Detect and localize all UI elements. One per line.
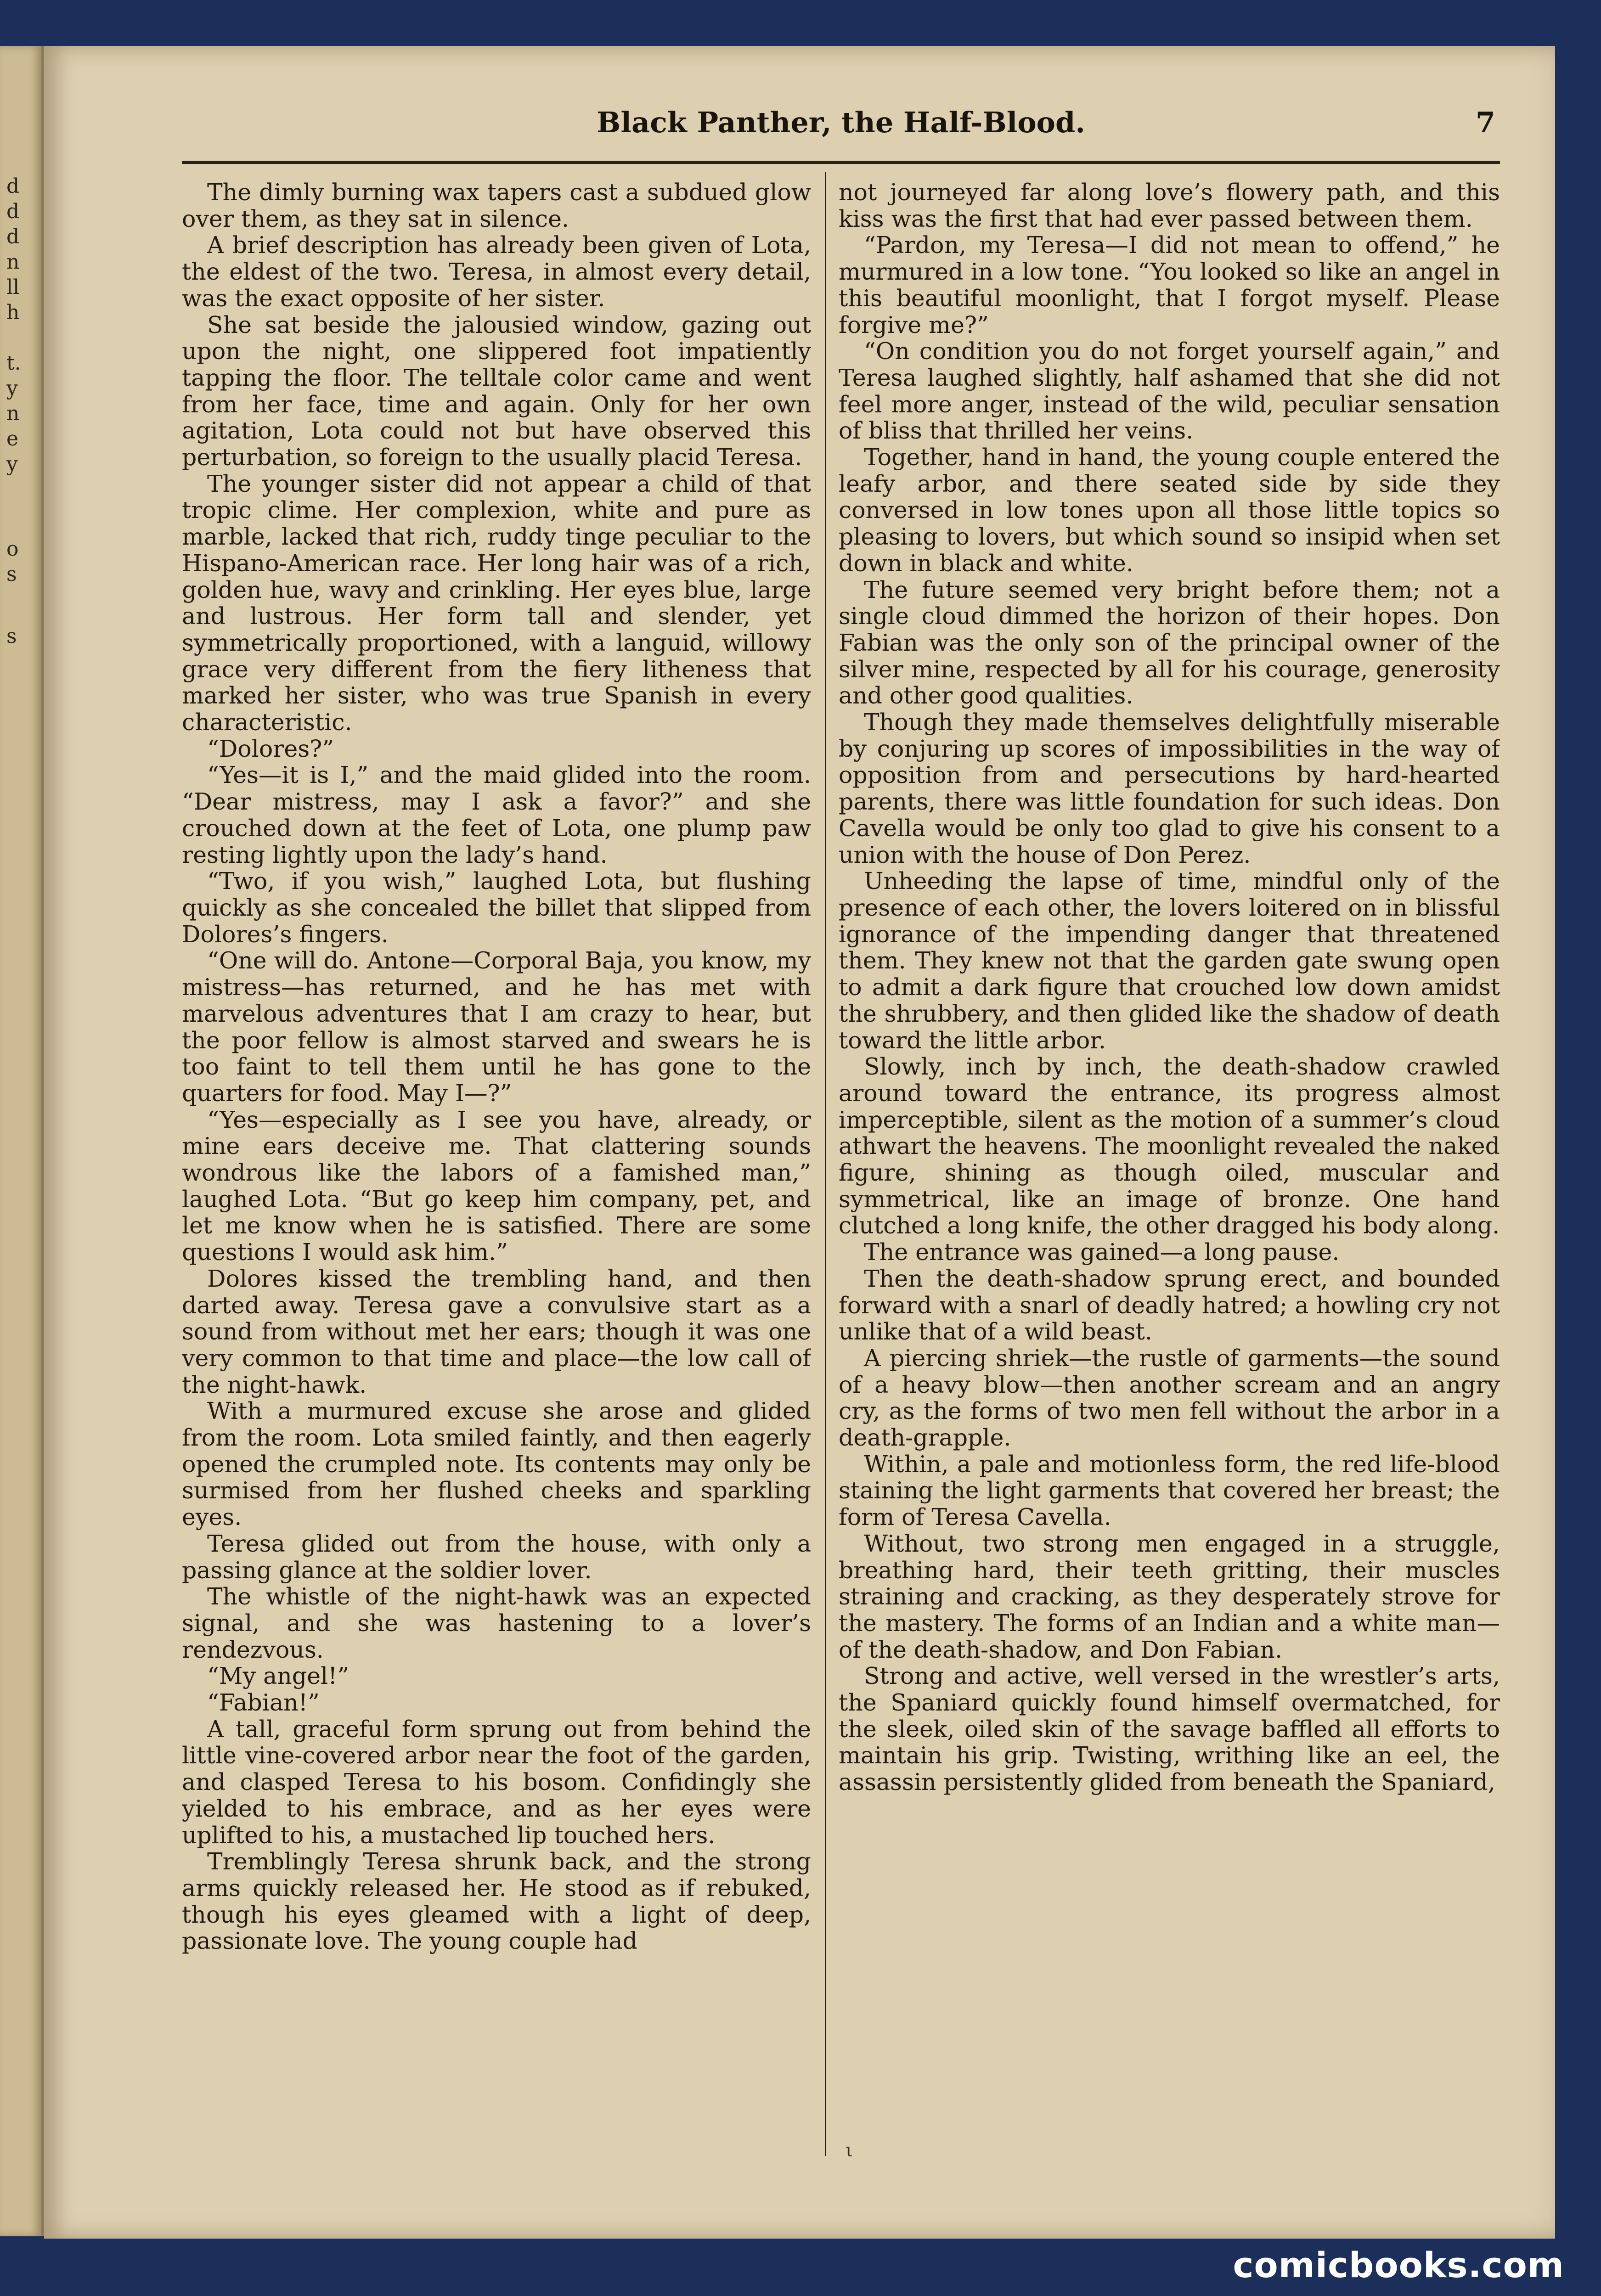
paragraph: Then the death-shadow sprung erect, and bounded forward with a snarl of deadly hatred; a howling cry not unlike that of a wild beast. [839,1265,1500,1345]
margin-letter: s [6,563,17,586]
margin-letter: d [6,200,20,223]
margin-letter: d [6,174,20,198]
left-page-edge [0,46,44,2236]
paragraph: “Yes—especially as I see you have, already, or mine ears deceive me. That clattering sounds wondrous like the labors of a famished man,” laughed Lota. “But go keep him company, pet, and let me know when he is satisfied. There are some questions I would ask him.” [182,1106,811,1266]
paragraph: The entrance was gained—a long pause. [864,1238,1340,1266]
paragraph: A brief description has already been given of Lota, the eldest of the two. Teresa, in almost every detail, was the exact opposite of her sister. [182,231,811,312]
paragraph: She sat beside the jalousied window, gazing out upon the night, one slippered foot impatiently tapping the floor. The telltale color came and went from her face, time and again. Only for her own agitation, Lota could not but have observed this perturbation, so foreign to the usually placid Teresa. [182,311,811,471]
margin-letter: d [6,225,20,248]
text-column-right [839,179,1500,2149]
running-header [182,96,1500,156]
page-number: 7 [1475,106,1495,139]
paragraph: Though they made themselves delightfully miserable by conjuring up scores of impossibilities in the way of opposition from and persecutions by hard-hearted parents, there was little foundation for such ideas. Don Cavella would be only too glad to give his consent to a union with the house of Don Perez. [839,709,1500,868]
paragraph: “Pardon, my Teresa—I did not mean to offend,” he murmured in a low tone. “You looked so like an angel in this beautiful moonlight, that I forgot myself. Please forgive me?” [839,231,1500,338]
paragraph: Together, hand in hand, the young couple entered the leafy arbor, and there seated side by side they conversed in low tones upon all those little topics so pleasing to lovers, but which sound so insipid when set down in black and white. [839,444,1500,577]
paragraph: “Dolores?” [207,735,334,762]
text-column-left [182,179,811,2149]
paragraph: “One will do. Antone—Corporal Baja, you know, my mistress—has returned, and he has met with marvelous adventures that I am crazy to hear, but the poor fellow is almost starved and swears he is too faint to tell them until he has gone to the quarters for food. May I—?” [182,947,811,1107]
margin-letter: n [6,250,20,274]
paragraph: Unheeding the lapse of time, mindful only of the presence of each other, the lovers loitered on in blissful ignorance of the impending danger that threatened them. They knew not that the garden gate swung open to admit a dark figure that crouched low down amidst the shrubbery, and then glided like the shadow of death toward the little arbor. [839,867,1500,1054]
paragraph: A tall, graceful form sprung out from behind the little vine-covered arbor near the foot of the garden, and clasped Teresa to his bosom. Confidingly she yielded to his embrace, and as her eyes were uplifted to his, a mustached lip touched hers. [182,1715,811,1849]
margin-letter: h [6,301,20,324]
paragraph: The whistle of the night-hawk was an expected signal, and she was hastening to a lover’s rendezvous. [182,1583,811,1663]
paragraph: not journeyed far along love’s flowery path, and this kiss was the first that had ever passed between them. [839,179,1500,232]
running-title: Black Panther, the Half-Blood. [597,106,1085,139]
book-page [44,46,1555,2239]
column-divider [825,172,826,2156]
paragraph: With a murmured excuse she arose and glided from the room. Lota smiled faintly, and then eagerly opened the crumpled note. Its contents may only be surmised from her flushed cheeks and sparkling eyes. [182,1397,811,1531]
header-rule [182,161,1500,164]
paragraph: “On condition you do not forget yourself again,” and Teresa laughed slightly, half ashamed that she did not feel more anger, instead of the wild, peculiar sensation of bliss that thrilled her veins. [839,338,1500,445]
margin-letter: ll [6,276,20,299]
margin-letter: s [6,625,17,648]
margin-letter: y [6,377,18,400]
paragraph: Slowly, inch by inch, the death-shadow crawled around toward the entrance, its progress almost imperceptible, silent as the motion of a summer’s cloud athwart the heavens. The moonlight revealed the naked figure, shining as though oiled, muscular and symmetrical, like an image of bronze. One hand clutched a long knife, the other dragged his body along. [839,1053,1500,1239]
paragraph: The future seemed very bright before them; not a single cloud dimmed the horizon of their hopes. Don Fabian was the only son of the principal owner of the silver mine, respected by all for his courage, generosity and other good qualities. [839,576,1500,709]
margin-letter: n [6,402,20,425]
paragraph: Teresa glided out from the house, with only a passing glance at the soldier lover. [182,1530,811,1584]
paragraph: A piercing shriek—the rustle of garments—the sound of a heavy blow—then another scream and an angry cry, as the forms of two men fell without the arbor in a death-grapple. [839,1344,1500,1452]
paragraph: Without, two strong men engaged in a struggle, breathing hard, their teeth gritting, their muscles straining and cracking, as they desperately strove for the mastery. The forms of an Indian and a white man—of the death-shadow, and Don Fabian. [839,1530,1500,1663]
paragraph: “Yes—it is I,” and the maid glided into the room. “Dear mistress, may I ask a favor?” and she crouched down at the feet of Lota, one plump paw resting lightly upon the lady’s hand. [182,761,811,868]
paragraph: “Two, if you wish,” laughed Lota, but flushing quickly as she concealed the billet that slipped from Dolores’s fingers. [182,867,811,948]
margin-letter: e [6,427,19,450]
paragraph: Strong and active, well versed in the wrestler’s arts, the Spaniard quickly found himself overmatched, for the sleek, oiled skin of the savage baffled all efforts to maintain his grip. Twisting, writhing like an eel, the assassin persistently glided from beneath the Spaniard, [839,1662,1500,1796]
print-mark: ι [846,2140,853,2161]
paragraph: Dolores kissed the trembling hand, and then darted away. Teresa gave a convulsive start as a sound from without met her ears; though it was one very common to that time and place—the low call of the night-hawk. [182,1265,811,1398]
paragraph: “Fabian!” [207,1689,320,1716]
watermark-logo: comicbooks.com [1233,2245,1564,2285]
paragraph: Within, a pale and motionless form, the red life-blood staining the light garments that covered her breast; the form of Teresa Cavella. [839,1450,1500,1531]
margin-letter: o [6,537,19,561]
margin-letter: t. [6,351,21,375]
margin-letter: y [6,452,18,476]
paragraph: The younger sister did not appear a child of that tropic clime. Her complexion, white and pure as marble, lacked that rich, ruddy tinge peculiar to the Hispano-American race. Her long hair was of a rich, golden hue, wavy and crinkling. Her eyes blue, large and lustrous. Her form tall and slender, yet symmetrically proportioned, with a languid, willowy grace very different from the fiery litheness that marked her sister, who was true Spanish in every characteristic. [182,470,811,736]
paragraph: Tremblingly Teresa shrunk back, and the strong arms quickly released her. He stood as if rebuked, though his eyes gleamed with a light of deep, passionate love. The young couple had [182,1848,811,1955]
paragraph: “My angel!” [207,1662,350,1690]
paragraph: The dimly burning wax tapers cast a subdued glow over them, as they sat in silence. [182,179,811,232]
